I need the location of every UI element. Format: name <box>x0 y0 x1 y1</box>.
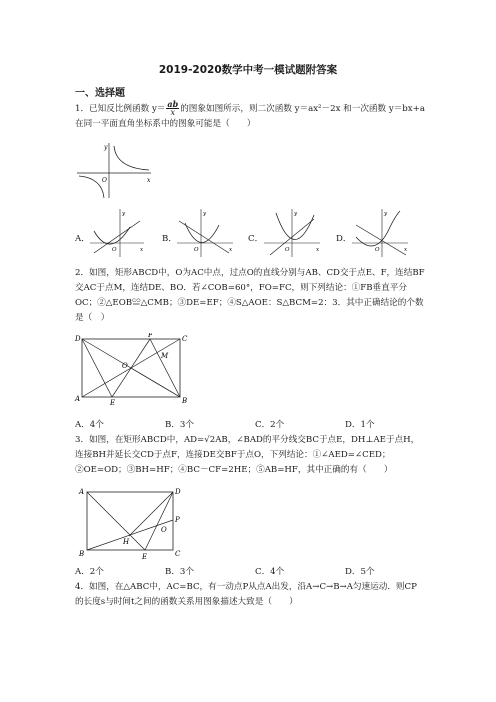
q1-option-c-label: C． <box>248 234 264 244</box>
q1-prefix: 1．已知反比例函数 y＝ <box>75 104 166 114</box>
q1-option-a-label: A． <box>75 234 90 244</box>
q1-option-b-label: B． <box>162 234 177 244</box>
q1-option-d-label: D． <box>336 234 352 244</box>
q2-option-d: D．1个 <box>345 420 375 430</box>
q3-option-b: B．3个 <box>165 567 194 577</box>
q3-option-c: C．4个 <box>255 567 285 577</box>
q3-label-e: E <box>142 553 148 560</box>
q2-label-d: D <box>75 335 81 343</box>
q3-label-a: A <box>79 488 85 496</box>
q3-label-o: O <box>161 526 167 534</box>
q1d-y: y <box>384 211 388 217</box>
q1-x-label: x <box>147 177 151 184</box>
q2-option-b: B．3个 <box>165 420 194 430</box>
q2-label-m: M <box>161 352 169 360</box>
q3-options <box>75 565 435 577</box>
section-heading: 一、选择题 <box>75 88 125 99</box>
q1c-y: y <box>294 211 298 217</box>
question-1 <box>75 100 425 132</box>
q1-frac-num: ab <box>167 99 179 109</box>
q1-fraction <box>166 100 179 117</box>
q1d-o: O <box>375 247 380 253</box>
q2-label-o: O <box>122 362 128 370</box>
q3-label-b: B <box>79 550 85 558</box>
q2-option-a: A．4个 <box>75 420 104 430</box>
q1a-o: O <box>112 247 117 253</box>
q1-option-c-graph <box>262 207 322 259</box>
q3-label-p: P <box>175 516 180 524</box>
q2-option-c: C．2个 <box>255 420 285 430</box>
q1-option-a-graph <box>88 207 146 259</box>
q3-label-c: C <box>175 550 181 558</box>
q2-label-c: C <box>182 335 188 343</box>
q1-y-label: y <box>104 144 108 151</box>
q2-label-f: F <box>148 333 153 339</box>
q3-option-a: A．2个 <box>75 567 104 577</box>
q2-label-b: B <box>182 397 188 405</box>
q1-origin-label: O <box>102 177 107 184</box>
q3-label-d: D <box>175 488 181 496</box>
q1c-o: O <box>285 247 290 253</box>
q1-rest: 的图象如图所示，则二次函数 y＝ax²－2x 和一次函数 y＝bx+a <box>180 104 425 114</box>
q1b-y: y <box>203 211 207 217</box>
question-2: 2．如图，矩形ABCD中，O为AC中点，过点O的直线分别与AB、CD交于点E、F，连结BF交AC于点M，连结DE、BO．若∠COB=60°，FO=FC，则下列结论：①FB垂直平分OC；②△EOB≌△CMB；③DE=EF；④S△AOE：S△BCM=2：3．其中正确结论的个数是（ ） <box>75 268 425 323</box>
q1-hyperbola-figure <box>75 140 155 200</box>
q3-rectangle-figure <box>75 484 187 560</box>
q1a-y: y <box>122 211 126 217</box>
q2-label-e: E <box>110 399 116 405</box>
q3-label-h: H <box>123 538 130 546</box>
q1b-o: O <box>194 247 199 253</box>
q2-rectangle-figure <box>72 333 192 405</box>
q1-line2: 在同一平面直角坐标系中的图象可能是（ ） <box>75 119 256 129</box>
q1d-x: x <box>404 247 408 253</box>
q1-option-b-graph <box>175 207 235 259</box>
q2-label-a: A <box>75 395 81 403</box>
document-title: 2019-2020数学中考一模试题附答案 <box>158 64 338 76</box>
question-4: 4．如图，在△ABC中，AC=BC，有一动点P从点A出发，沿A→C→B→A匀速运动．则CP的长度s与时间t之间的函数关系用图象描述大致是（ ） <box>75 582 417 607</box>
q1a-x: x <box>140 247 144 253</box>
question-3: 3．如图，在矩形ABCD中，AD=√2AB，∠BAD的平分线交BC于点E，DH⊥AE于点H，连接BH并延长交CD于点F，连接DE交BF于点O，下列结论：①∠AED=∠CED；②OE=OD；③BH=HF；④BC－CF=2HE；⑤AB=HF，其中正确的有（ ） <box>75 435 420 475</box>
q1-frac-den: x <box>170 108 176 117</box>
q2-options <box>75 418 435 430</box>
q1b-x: x <box>229 247 233 253</box>
q1c-x: x <box>316 247 320 253</box>
q1-option-d-graph <box>350 207 410 259</box>
q3-option-d: D．5个 <box>345 567 375 577</box>
